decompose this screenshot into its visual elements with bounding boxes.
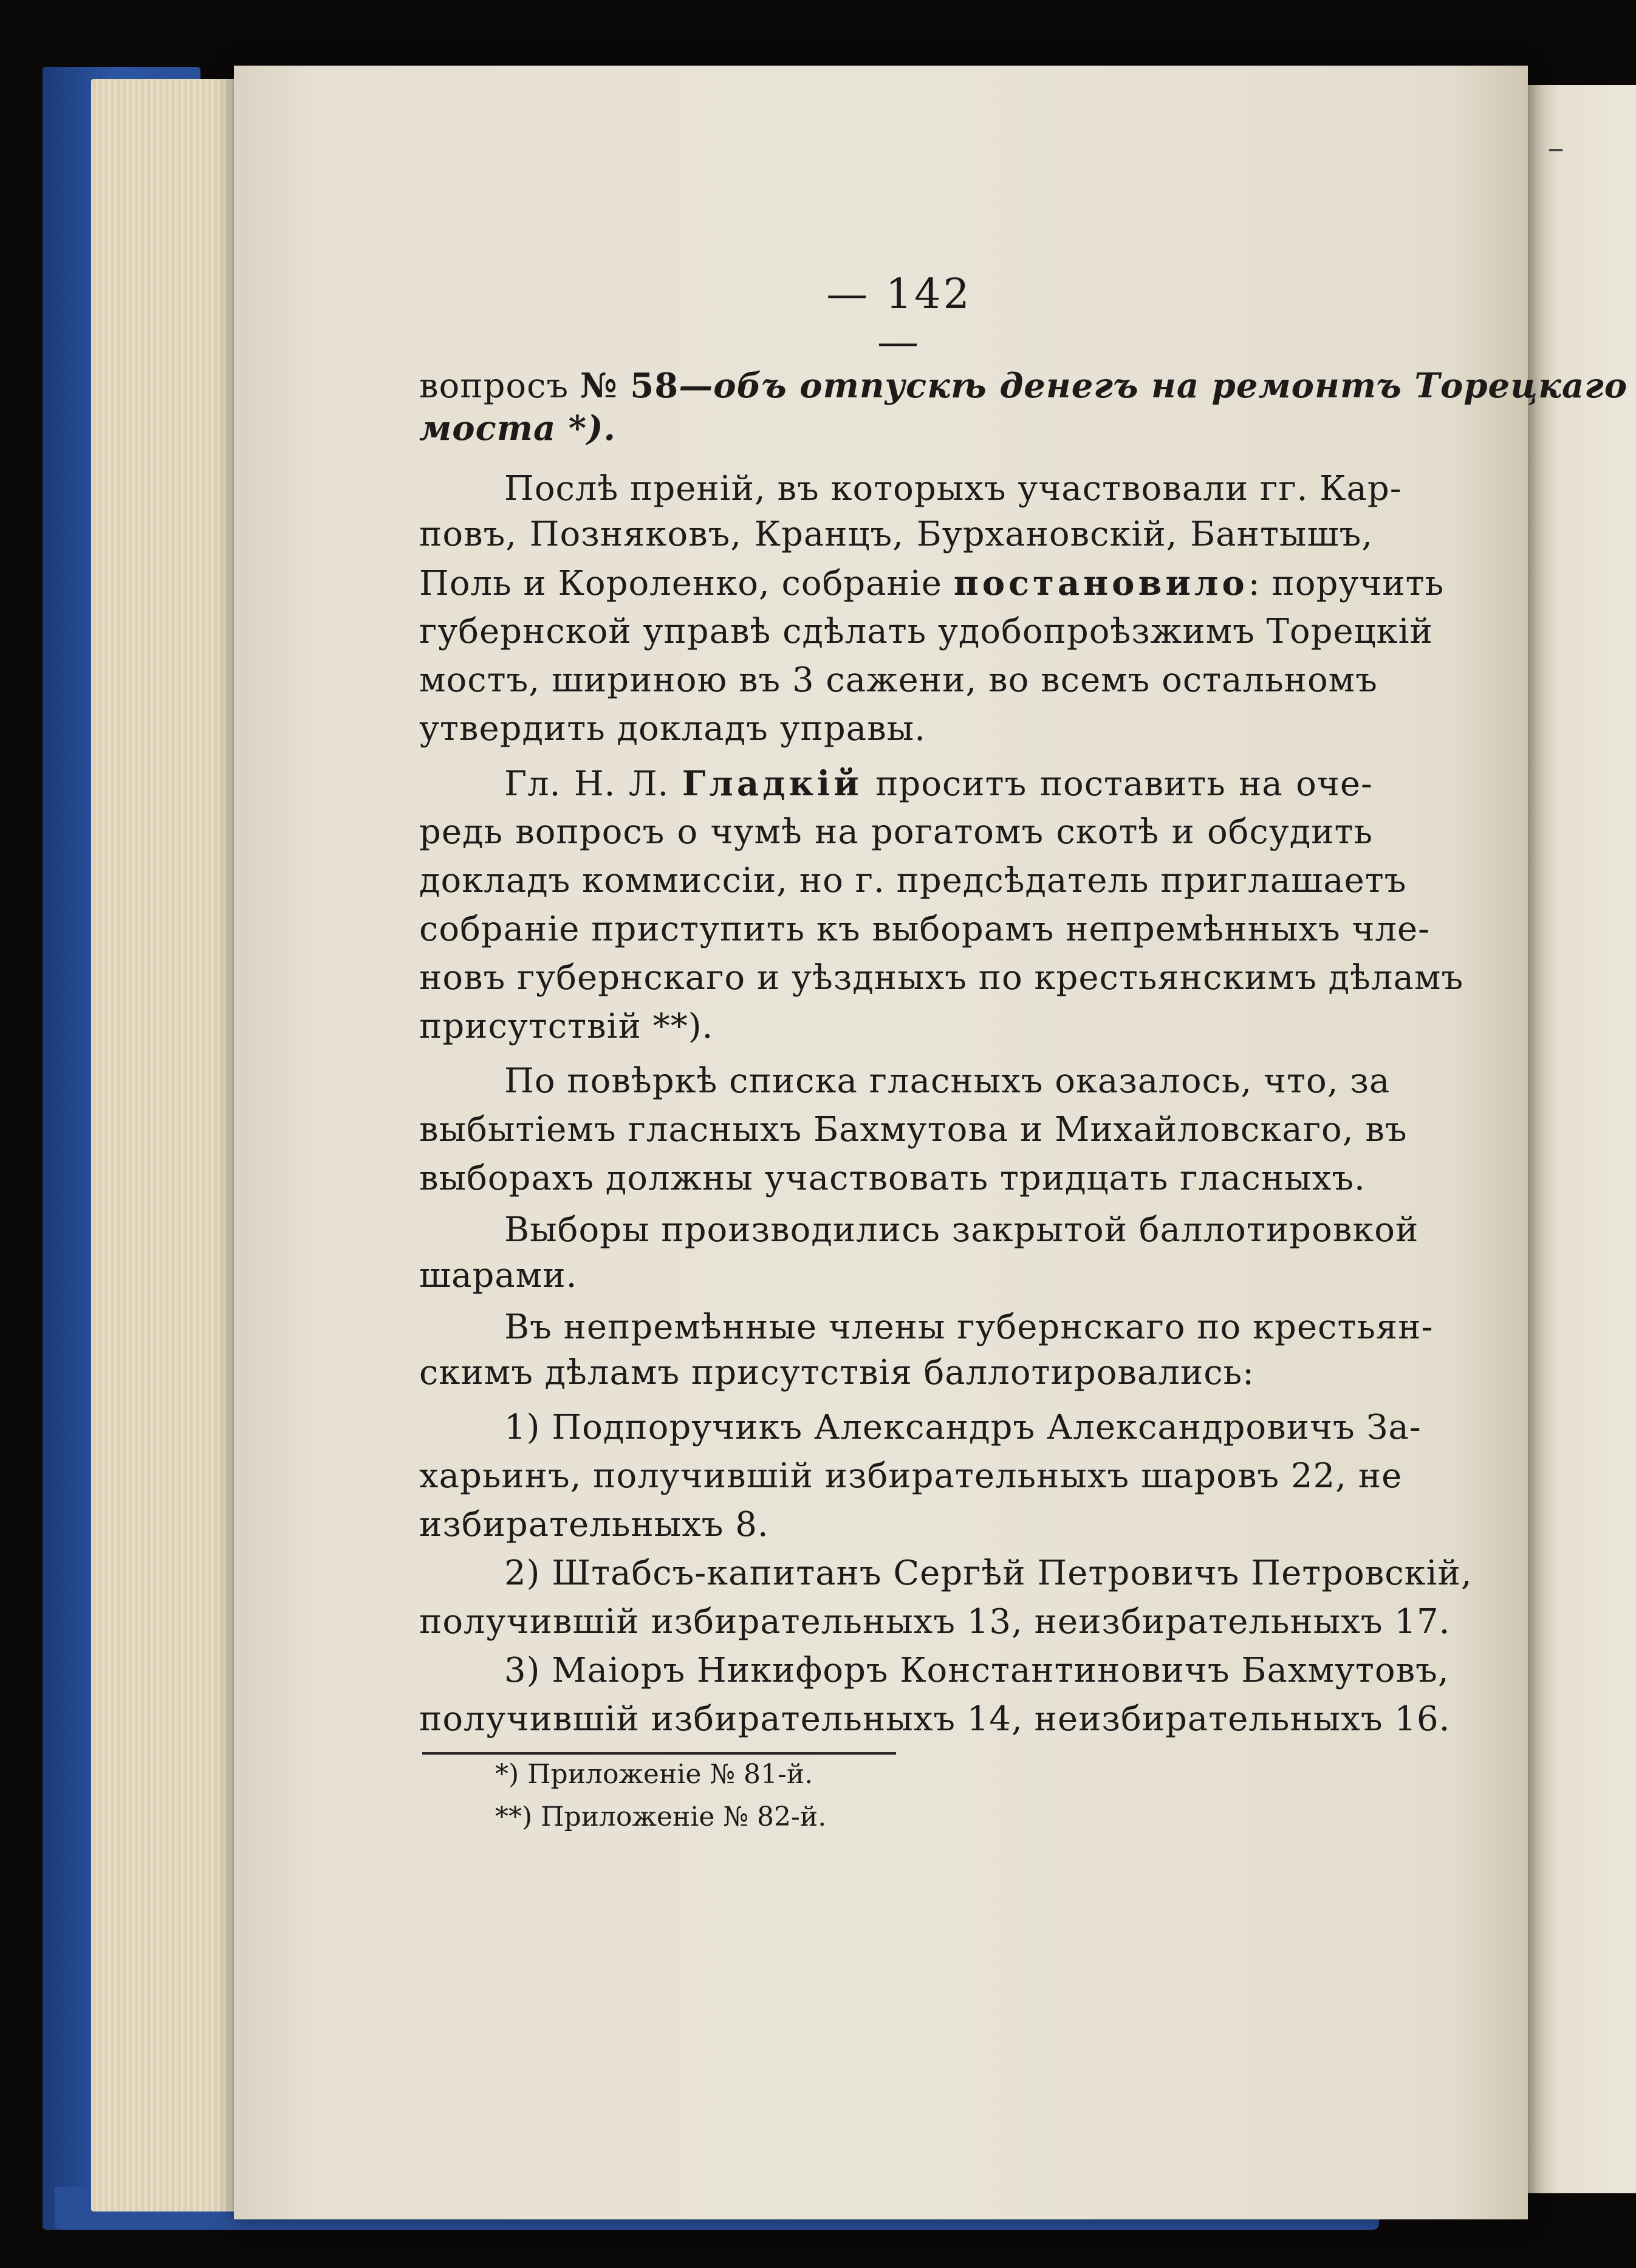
text-line: вопросъ № 58—объ отпускѣ денегъ на ремонтъ Торецкаго [419, 366, 1628, 406]
text-line: 1) Подпоручикъ Александръ Александровичъ За- [504, 1408, 1422, 1447]
text-line: шарами. [419, 1256, 578, 1295]
text-line: Гл. Н. Л. Гладкій проситъ поставить на оче- [504, 764, 1373, 804]
text-line: Послѣ преній, въ которыхъ участвовали гг. Кар- [504, 469, 1402, 509]
text-line: выбытіемъ гласныхъ Бахмутова и Михайловскаго, въ [419, 1110, 1408, 1149]
text-line: харьинъ, получившій избирательныхъ шаровъ 22, не [419, 1456, 1403, 1496]
next-page-mark [1549, 149, 1562, 151]
text-line: По повѣркѣ списка гласныхъ оказалось, что, за [504, 1061, 1391, 1101]
text-line: моста *). [419, 408, 616, 448]
text-line: губернской управѣ сдѣлать удобопроѣзжимъ Торецкій [419, 612, 1433, 651]
text-line: Въ непремѣнные члены губернскаго по крестьян- [504, 1307, 1434, 1347]
page-edges [91, 79, 249, 2211]
text-line: повъ, Позняковъ, Кранцъ, Бурхановскій, Бантышъ, [419, 515, 1373, 554]
text-line: новъ губернскаго и уѣздныхъ по крестьянскимъ дѣламъ [419, 958, 1464, 998]
text-line: получившій избирательныхъ 14, неизбирательныхъ 16. [419, 1699, 1451, 1739]
text-line: скимъ дѣламъ присутствія баллотировались: [419, 1353, 1254, 1393]
text-line: докладъ коммиссіи, но г. предсѣдатель приглашаетъ [419, 861, 1407, 900]
text-line: редь вопросъ о чумѣ на рогатомъ скотѣ и обсудить [419, 812, 1373, 852]
text-line: Поль и Короленко, собраніе постановило: поручить [419, 563, 1445, 603]
footnote: **) Приложеніе № 82-й. [495, 1801, 827, 1832]
text-line: собраніе приступить къ выборамъ непремѣнныхъ чле- [419, 910, 1431, 949]
text-line: мостъ, шириною въ 3 сажени, во всемъ остальномъ [419, 660, 1378, 700]
text-line: присутствій **). [419, 1007, 714, 1046]
footnote-rule [422, 1752, 896, 1755]
text-line: 3) Маіоръ Никифоръ Константиновичъ Бахмутовъ, [504, 1651, 1449, 1690]
text-line: выборахъ должны участвовать тридцать гласныхъ. [419, 1159, 1366, 1198]
text-line: избирательныхъ 8. [419, 1505, 769, 1544]
text-line: Выборы производились закрытой баллотировкой [504, 1210, 1419, 1250]
text-line: 2) Штабсъ-капитанъ Сергѣй Петровичъ Петровскій, [504, 1554, 1473, 1593]
text-line: получившій избирательныхъ 13, неизбирательныхъ 17. [419, 1602, 1451, 1642]
page-number: — 142 — [826, 270, 972, 366]
text-line: утвердить докладъ управы. [419, 709, 926, 749]
footnote: *) Приложеніе № 81-й. [495, 1759, 813, 1790]
